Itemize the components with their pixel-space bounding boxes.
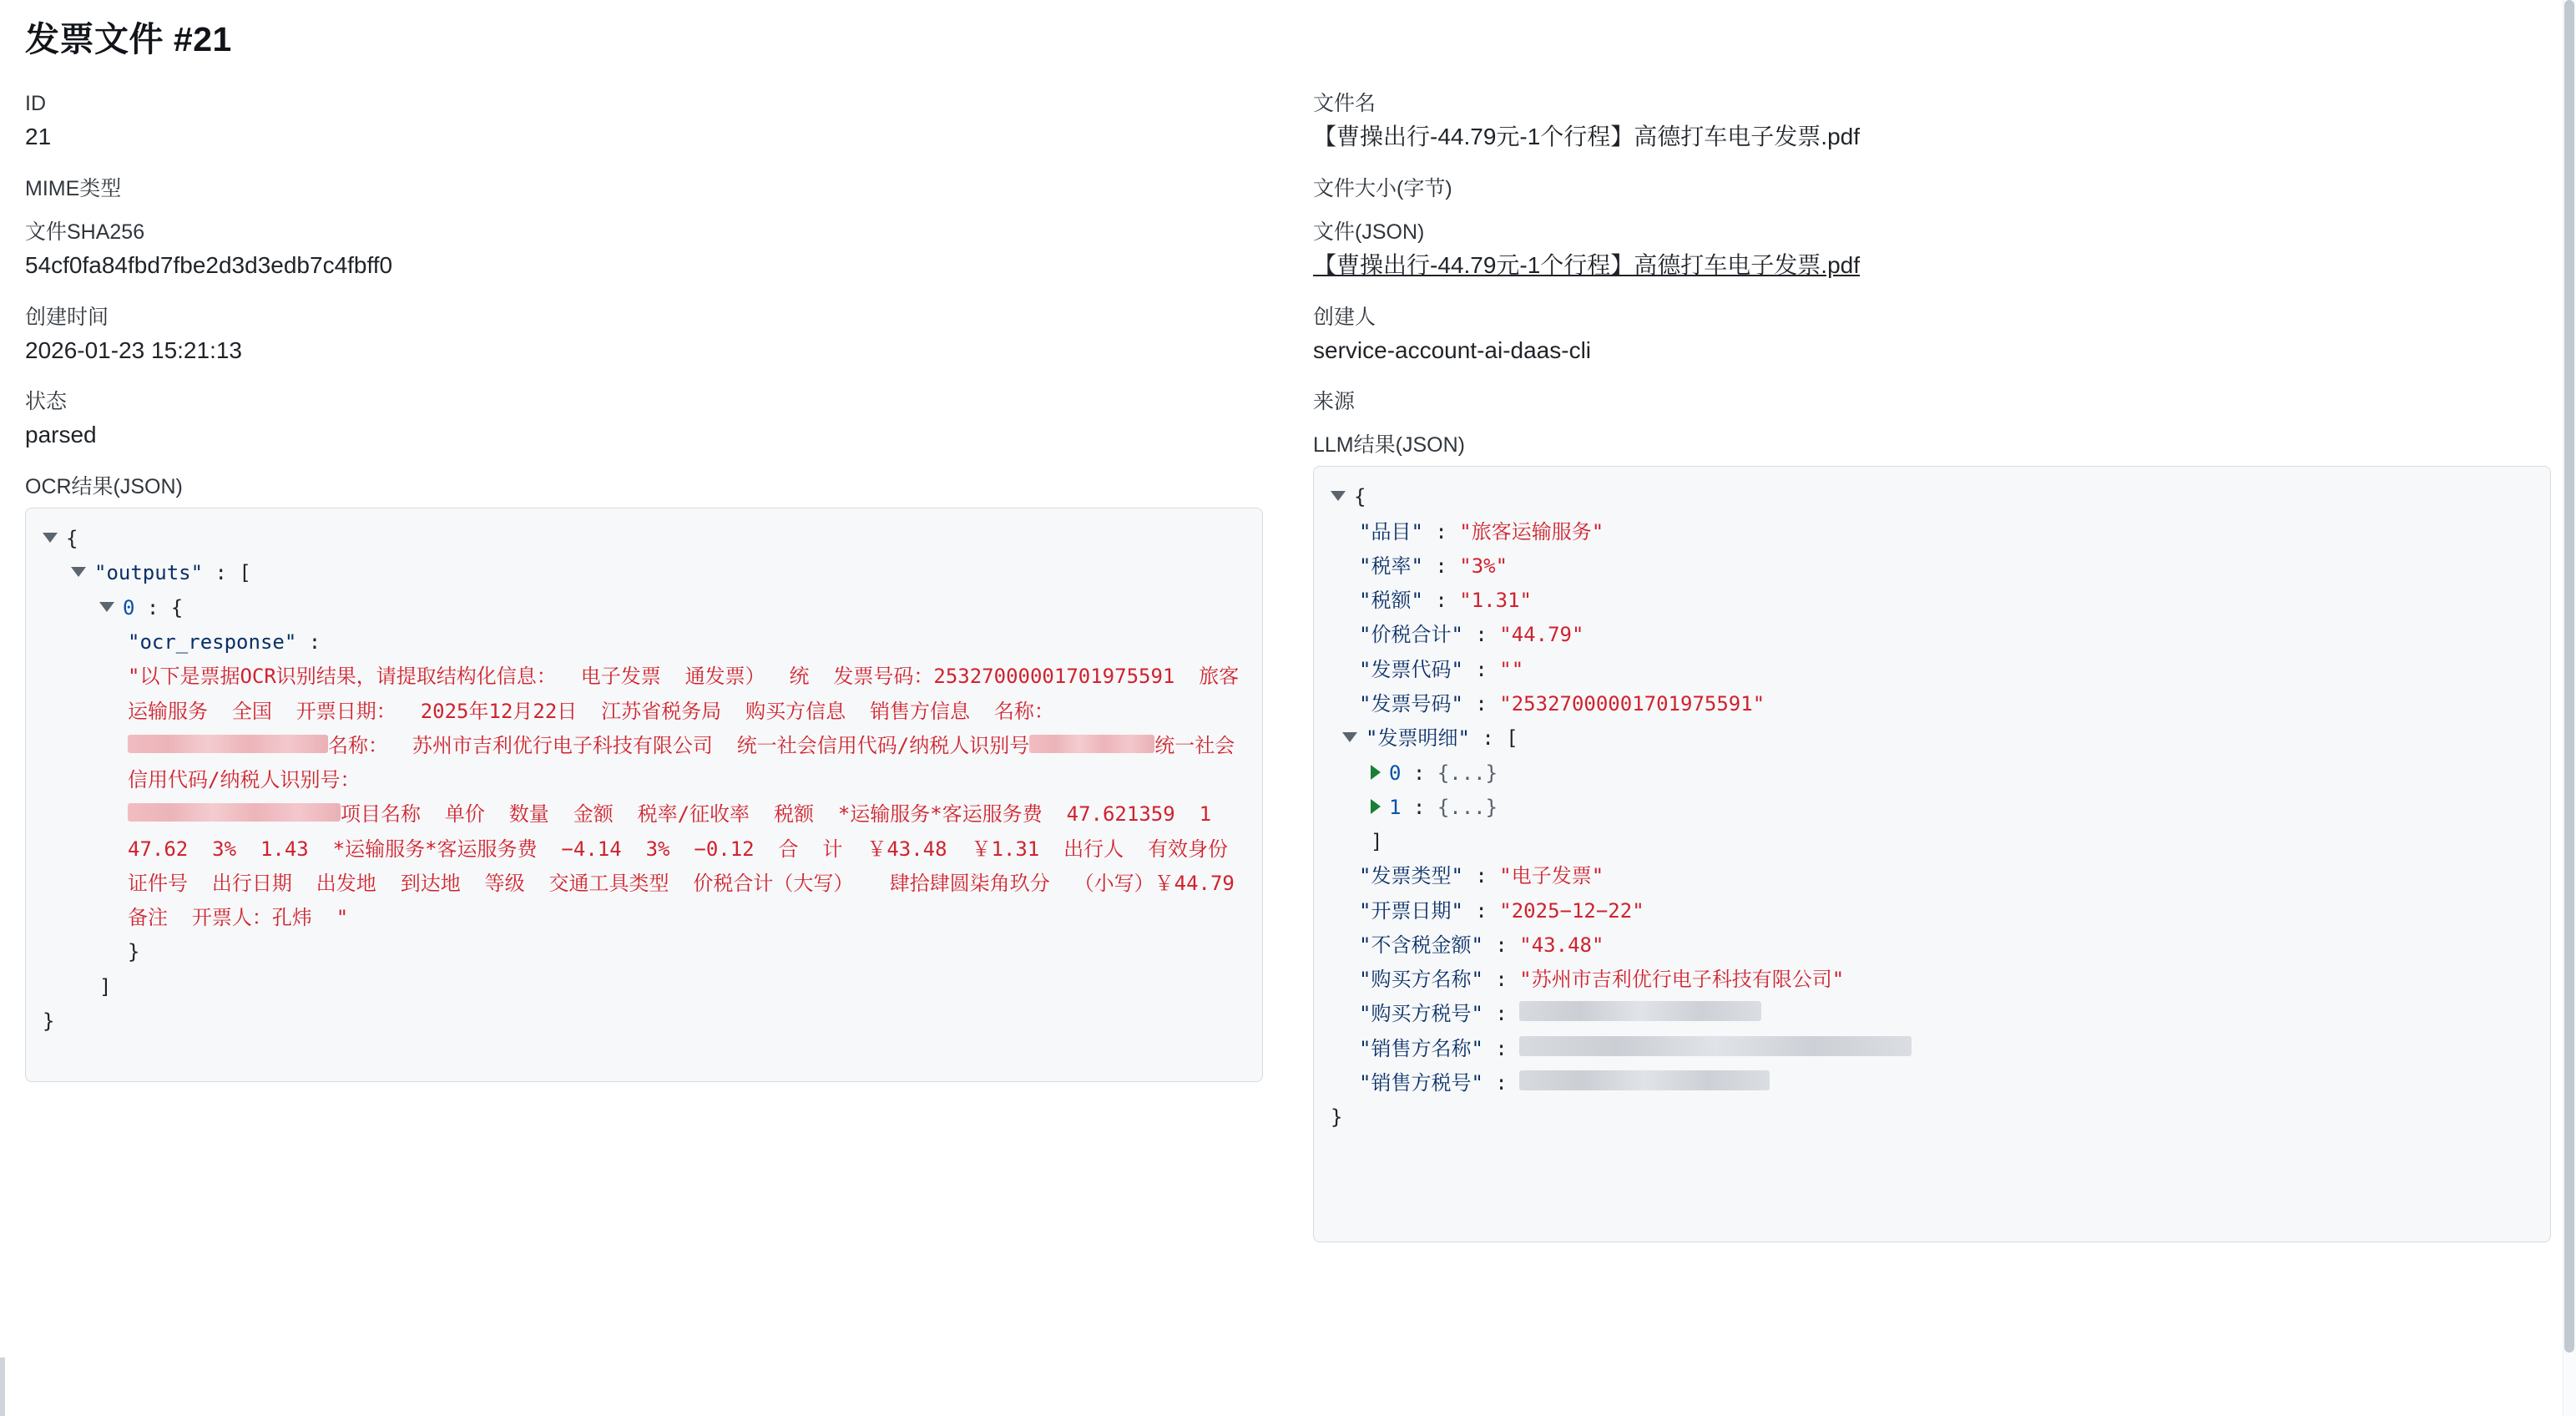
llm-close-brace: } bbox=[1331, 1105, 1343, 1130]
redacted-block bbox=[128, 803, 341, 822]
redacted-block bbox=[1029, 735, 1154, 753]
field-creator-label: 创建人 bbox=[1313, 305, 1376, 329]
llm-detail-close-row bbox=[1331, 825, 2533, 859]
field-llm-json bbox=[1313, 424, 2551, 1242]
field-sha256-value: 54cf0fa84fbd7fbe2d3d3edb7c4fbff0 bbox=[25, 251, 393, 278]
right-column bbox=[1288, 83, 2551, 1242]
field-sha256-label: 文件SHA256 bbox=[25, 220, 145, 244]
field-creator bbox=[1313, 296, 2551, 382]
llm-entry-row: "不含税金额" : "43.48" bbox=[1359, 933, 1604, 957]
chevron-right-icon[interactable] bbox=[1371, 765, 1381, 780]
ocr-index-0: 0 bbox=[123, 595, 135, 620]
llm-detail-key: "发票明细" bbox=[1366, 726, 1470, 751]
field-created-at-value: 2026-01-23 15:21:13 bbox=[25, 336, 242, 363]
field-mime-label: MIME类型 bbox=[25, 176, 122, 200]
llm-entry-row: "发票代码" : "" bbox=[1359, 657, 1524, 681]
llm-detail-open-bracket: [ bbox=[1506, 726, 1518, 751]
chevron-right-icon[interactable] bbox=[1371, 799, 1381, 814]
llm-json-root-row bbox=[1331, 480, 2533, 514]
field-filename-label: 文件名 bbox=[1313, 92, 1376, 115]
field-filesize bbox=[1313, 168, 2551, 211]
redacted-block bbox=[1519, 1001, 1761, 1021]
field-id-label: ID bbox=[25, 92, 46, 115]
field-source-label: 来源 bbox=[1313, 390, 1356, 414]
ocr-response-key: "ocr_response" bbox=[128, 630, 297, 654]
llm-entry-value: "旅客运输服务" bbox=[1459, 519, 1604, 544]
field-ocr-json-label: OCR结果(JSON) bbox=[25, 475, 183, 499]
chevron-down-icon[interactable] bbox=[1342, 732, 1357, 742]
llm-entry-key: "税额" bbox=[1359, 589, 1423, 613]
llm-entry-row: "品目" : "旅客运输服务" bbox=[1359, 519, 1604, 544]
ocr-colon-2: : bbox=[146, 595, 159, 620]
ocr-response-text-1: "以下是票据OCR识别结果，请提取结构化信息： 电子发票 通发票） 统 发票号码：25327000001701975591 旅客运输服务 全国 开票日期： 2025年12月22日 江苏省税务局 购买方信息 销售方信息 名称： bbox=[128, 665, 1240, 723]
ocr-close-bracket-row bbox=[43, 970, 1245, 1004]
ocr-open-bracket: [ bbox=[239, 561, 251, 585]
ocr-colon-3: : bbox=[308, 630, 321, 654]
llm-detail-collapsed[interactable]: {...} bbox=[1437, 761, 1498, 785]
llm-entry-row: "购买方名称" : "苏州市吉利优行电子科技有限公司" bbox=[1359, 968, 1845, 992]
ocr-response-text-3: 统一社会信用代码/纳税人识别号： bbox=[128, 733, 1235, 792]
llm-entry-row: "税率" : "3%" bbox=[1359, 554, 1508, 578]
ocr-response-key-row bbox=[43, 625, 1245, 660]
ocr-open-brace: { bbox=[66, 527, 78, 551]
llm-close-brace-row bbox=[1331, 1100, 2533, 1135]
field-sha256 bbox=[25, 211, 1263, 296]
field-created-at bbox=[25, 296, 1263, 382]
field-filename-value: 【曹操出行-44.79元-1个行程】高德打车电子发票.pdf bbox=[1313, 124, 1860, 149]
llm-entry-key: "发票代码" bbox=[1359, 657, 1463, 681]
llm-entry-key: "销售方名称" bbox=[1359, 1036, 1483, 1060]
llm-entry-row: "发票类型" : "电子发票" bbox=[1359, 864, 1604, 888]
llm-detail-item-row: 1 : {...} bbox=[1331, 791, 2533, 825]
llm-entry-row: "发票号码" : "25327000001701975591" bbox=[1359, 691, 1765, 716]
ocr-close-brace-row bbox=[43, 1004, 1245, 1039]
ocr-close-bracket: ] bbox=[99, 974, 112, 999]
field-filename bbox=[1313, 83, 2551, 168]
llm-entry-value: "43.48" bbox=[1519, 933, 1604, 957]
llm-entry-value: "3%" bbox=[1459, 554, 1508, 578]
llm-redacted-row: "购买方税号" : bbox=[1331, 997, 2533, 1031]
llm-entry-key: "价税合计" bbox=[1359, 623, 1463, 647]
field-ocr-json bbox=[25, 466, 1263, 1082]
llm-detail-item-row: 0 : {...} bbox=[1331, 756, 2533, 791]
llm-detail-index: 0 bbox=[1389, 761, 1402, 785]
llm-entry-key: "不含税金额" bbox=[1359, 933, 1483, 957]
field-mime bbox=[25, 168, 1263, 211]
left-column bbox=[25, 83, 1288, 1242]
redacted-block bbox=[1519, 1070, 1770, 1090]
ocr-response-value-row bbox=[43, 660, 1259, 935]
ocr-json-viewer[interactable] bbox=[25, 508, 1263, 1082]
field-creator-value: service-account-ai-daas-cli bbox=[1313, 336, 1592, 363]
ocr-response-text-2: 名称： 苏州市吉利优行电子科技有限公司 统一社会信用代码/纳税人识别号 bbox=[328, 733, 1030, 757]
page-scrollbar-thumb[interactable] bbox=[2564, 0, 2574, 1353]
llm-entry-key: "购买方税号" bbox=[1359, 1002, 1483, 1026]
llm-entry-key: "发票号码" bbox=[1359, 691, 1463, 716]
llm-entry-key: "购买方名称" bbox=[1359, 968, 1483, 992]
ocr-close-brace-inner: } bbox=[128, 940, 140, 964]
chevron-down-icon[interactable] bbox=[71, 567, 86, 577]
field-status-label: 状态 bbox=[25, 390, 68, 414]
llm-entry-key: "开票日期" bbox=[1359, 898, 1463, 923]
field-id bbox=[25, 83, 1263, 168]
detail-grid bbox=[25, 83, 2551, 1242]
chevron-down-icon[interactable] bbox=[99, 602, 114, 612]
ocr-outputs-row bbox=[43, 556, 1245, 590]
llm-entry-value: "1.31" bbox=[1459, 589, 1532, 613]
llm-entry-key: "销售方税号" bbox=[1359, 1070, 1483, 1095]
llm-entry-row: "税额" : "1.31" bbox=[1359, 589, 1532, 613]
ocr-close-brace-inner-row bbox=[43, 935, 1245, 969]
llm-detail-close-bracket: ] bbox=[1371, 830, 1383, 854]
redacted-block bbox=[128, 735, 328, 753]
llm-detail-row: "发票明细" : [ bbox=[1331, 721, 2533, 756]
ocr-index-0-row: 0 : { bbox=[43, 591, 1245, 625]
ocr-outputs-key: "outputs" bbox=[94, 561, 204, 585]
llm-entry-key: "发票类型" bbox=[1359, 864, 1463, 888]
field-file-json-label: 文件(JSON) bbox=[1313, 220, 1425, 244]
field-source bbox=[1313, 381, 2551, 424]
field-filesize-label: 文件大小(字节) bbox=[1313, 176, 1452, 200]
llm-entry-key: "税率" bbox=[1359, 554, 1423, 578]
llm-redacted-row: "销售方税号" : bbox=[1331, 1066, 2533, 1100]
field-filesize-value bbox=[1313, 201, 2551, 211]
llm-entry-key: "品目" bbox=[1359, 519, 1423, 544]
left-edge-handle[interactable] bbox=[0, 1358, 5, 1416]
field-mime-value bbox=[25, 201, 1263, 211]
llm-entry-value: "2025−12−22" bbox=[1499, 898, 1644, 923]
file-download-link[interactable]: 【曹操出行-44.79元-1个行程】高德打车电子发票.pdf bbox=[1313, 251, 1860, 278]
llm-json-viewer[interactable] bbox=[1313, 466, 2551, 1242]
llm-entry-value: "电子发票" bbox=[1499, 864, 1604, 888]
llm-redacted-row: "销售方名称" : bbox=[1331, 1032, 2533, 1066]
llm-open-brace: { bbox=[1354, 485, 1366, 509]
ocr-response-text-4: 项目名称 单价 数量 金额 税率/征收率 税额 *运输服务*客运服务费 47.621359 1 47.62 3% 1.43 *运输服务*客运服务费 −4.14 3% −0.12 合 计 ￥43.48 ￥1.31 出行人 有效身份证件号 出行日期 出发地 到达地 等级 交通工具类型 价税合计（大写） 肆拾肆圆柒角玖分 （小写）￥44.79 备注 开票人：孔炜 " bbox=[128, 802, 1259, 930]
llm-entry-value: "苏州市吉利优行电子科技有限公司" bbox=[1519, 968, 1845, 992]
llm-entry-row: "开票日期" : "2025−12−22" bbox=[1359, 898, 1644, 923]
llm-entry-value: "" bbox=[1499, 657, 1524, 681]
field-file-json bbox=[1313, 211, 2551, 296]
field-source-value bbox=[1313, 414, 2551, 424]
field-status bbox=[25, 381, 1263, 466]
ocr-colon-1: : bbox=[215, 561, 227, 585]
chevron-down-icon[interactable] bbox=[1331, 491, 1346, 501]
page-scrollbar[interactable] bbox=[2563, 0, 2576, 1416]
ocr-json-root-row bbox=[43, 522, 1245, 556]
llm-entry-value: "25327000001701975591" bbox=[1499, 691, 1765, 716]
field-id-value: 21 bbox=[25, 124, 52, 149]
chevron-down-icon[interactable] bbox=[43, 533, 58, 543]
llm-entry-row: "价税合计" : "44.79" bbox=[1359, 623, 1584, 647]
field-status-value: parsed bbox=[25, 422, 97, 448]
page-title: 发票文件 #21 bbox=[25, 20, 232, 58]
ocr-close-brace: } bbox=[43, 1009, 55, 1033]
field-llm-json-label: LLM结果(JSON) bbox=[1313, 433, 1465, 458]
redacted-block bbox=[1519, 1036, 1912, 1056]
field-created-at-label: 创建时间 bbox=[25, 305, 109, 329]
llm-detail-collapsed[interactable]: {...} bbox=[1437, 795, 1498, 819]
llm-entry-value: "44.79" bbox=[1499, 623, 1584, 647]
llm-detail-index: 1 bbox=[1389, 795, 1402, 819]
